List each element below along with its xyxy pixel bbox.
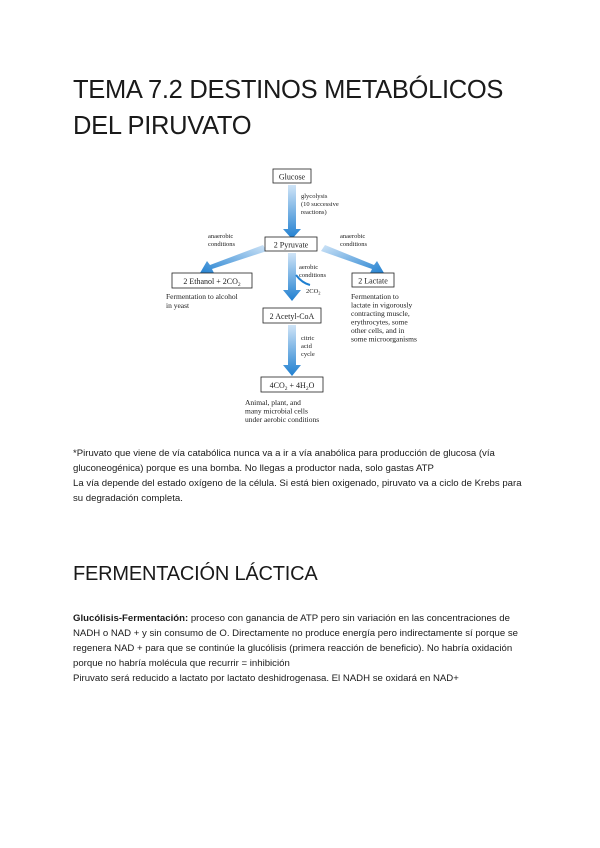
lactate-desc-line-3: contracting muscle,	[351, 309, 410, 318]
ethanol-description	[166, 292, 240, 310]
note-paragraph-2: La vía depende del estado oxígeno de la célula. Si está bien oxigenado, piruvato va a ciclo de Krebs para su degradación completa.	[73, 478, 522, 504]
ethanol-text: 2 Ethanol + 2CO	[183, 277, 238, 286]
co2-text: 2CO	[306, 288, 319, 295]
anaerobic-right-line-1: anaerobic	[340, 233, 366, 240]
page-title-line-2: DEL PIRUVATO	[73, 112, 252, 140]
glycolysis-line-3: reactions)	[301, 209, 327, 216]
section-paragraph-1	[73, 611, 533, 671]
section-paragraph-2: Piruvato será reducido a lactato por lactato deshidrogenasa. El NADH se oxidará en NAD+	[73, 673, 459, 684]
glycolysis-note	[301, 193, 340, 216]
ethanol-desc-line-1: Fermentation to alcohol	[166, 292, 238, 301]
citric-acid-note	[301, 335, 316, 358]
citric-line-3: cycle	[301, 351, 315, 358]
note-paragraph-1: *Piruvato que viene de vía catabólica nunca va a ir a vía anabólica para producción de glucosa (vía gluconeogénica) porque es una bomba. No llegas a productor nada, solo gastas ATP	[73, 448, 495, 474]
co2-label	[306, 288, 321, 296]
ethanol-desc-line-2: in yeast	[166, 301, 190, 310]
aerobic-line-1: aerobic	[299, 264, 319, 271]
citric-acid-arrow	[283, 325, 301, 376]
final-o: O	[308, 381, 315, 390]
glycolysis-line-2: (10 successive	[301, 201, 339, 208]
citric-line-2: acid	[301, 343, 312, 350]
anaerobic-right-arrow	[321, 245, 384, 275]
page-title	[73, 72, 543, 144]
section-paragraph-1-text: proceso con ganancia de ATP pero sin variación en las concentraciones de NADH o NAD + y sin consumo de O. Directamente no produce energía pero indirectamente sí porque se regenera NAD + para que se continúe la glucólisis (primera reacción de beneficio). No habría oxidación porque no habría molécula que recurrir = inhibición	[73, 613, 519, 669]
bold-term: Glucólisis-Fermentación:	[73, 613, 189, 624]
final-h2: + 4H	[287, 381, 306, 390]
final-products-description	[245, 398, 319, 424]
final-desc-line-2: many microbial cells	[245, 406, 308, 416]
final-desc-line-3: under aerobic conditions	[245, 415, 320, 424]
glucose-label: Glucose	[278, 172, 306, 182]
citric-line-1: citric	[301, 335, 315, 342]
pyruvate-fate-diagram	[160, 165, 440, 435]
section-heading: FERMENTACIÓN LÁCTICA	[73, 563, 318, 585]
lactate-label: 2 Lactate	[358, 276, 388, 286]
co2-subscript: 2	[318, 290, 321, 296]
final-h2-sub: 2	[305, 386, 309, 392]
aerobic-line-2: conditions	[299, 272, 327, 279]
glycolysis-line-1: glycolysis	[301, 193, 328, 200]
lactate-desc-line-1: Fermentation to	[351, 292, 399, 301]
anaerobic-left-line-2: conditions	[208, 241, 236, 248]
page-title-line-1: TEMA 7.2 DESTINOS METABÓLICOS	[73, 76, 504, 104]
final-desc-line-1: Animal, plant, and	[245, 398, 301, 407]
lactate-desc-line-2: lactate in vigorously	[351, 300, 413, 310]
lactate-desc-line-4: erythrocytes, some	[351, 317, 408, 327]
final-co2-sub: 2	[284, 386, 288, 392]
ethanol-subscript: 2	[237, 282, 241, 288]
acetyl-coa-label: 2 Acetyl-CoA	[269, 312, 315, 321]
lactate-desc-line-5: other cells, and in	[351, 326, 405, 335]
anaerobic-right-note	[340, 233, 368, 248]
anaerobic-right-line-2: conditions	[340, 241, 368, 248]
anaerobic-left-note	[208, 233, 236, 248]
glycolysis-arrow	[283, 185, 301, 239]
section-body	[73, 611, 533, 686]
lactate-description	[351, 292, 417, 344]
anaerobic-left-arrow	[200, 245, 267, 275]
anaerobic-left-line-1: anaerobic	[208, 233, 234, 240]
pyruvate-label: 2 Pyruvate	[273, 240, 309, 250]
aerobic-note	[299, 264, 327, 279]
lactate-desc-line-6: some microorganisms	[351, 334, 417, 344]
final-co2: 4CO	[269, 381, 285, 390]
intro-notes	[73, 446, 533, 506]
